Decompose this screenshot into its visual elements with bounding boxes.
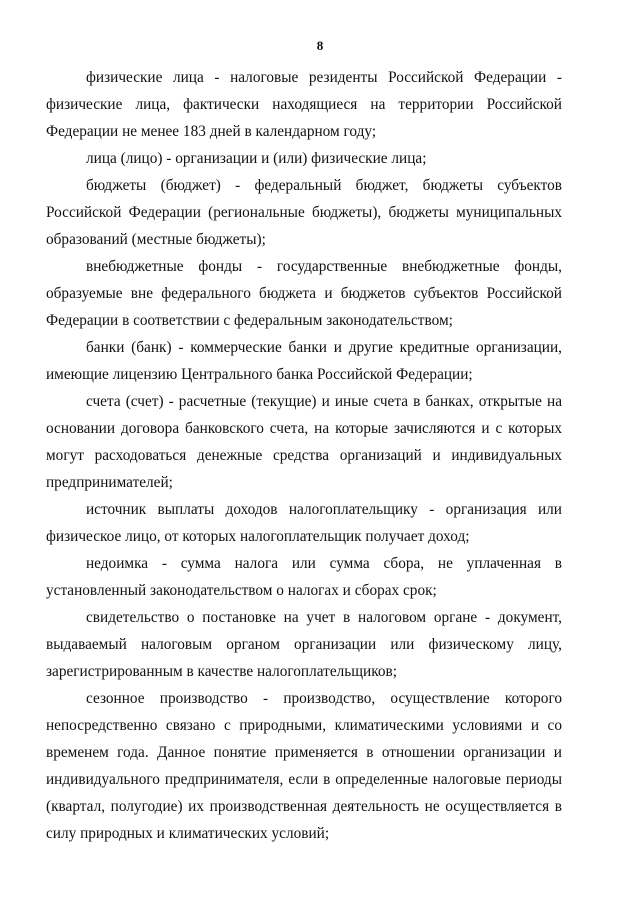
page-number: 8: [316, 38, 324, 53]
definition-paragraph: недоимка - сумма налога или сумма сбора, не уплаченная в установленный законодательством о налогах и сборах срок;: [46, 555, 562, 599]
definition-paragraph: бюджеты (бюджет) - федеральный бюджет, бюджеты субъектов Российской Федерации (региональные бюджеты), бюджеты муниципальных образований (местные бюджеты);: [46, 177, 562, 248]
definition-paragraph: банки (банк) - коммерческие банки и другие кредитные организации, имеющие лицензию Центрального банка Российской Федерации;: [46, 339, 562, 383]
definition-paragraph: физические лица - налоговые резиденты Российской Федерации - физические лица, фактически находящиеся на территории Российской Федерации не менее 183 дней в календарном году;: [46, 69, 562, 140]
definition-paragraph: источник выплаты доходов налогоплательщику - организация или физическое лицо, от которых налогоплательщик получает доход;: [46, 501, 562, 545]
definition-paragraph: лица (лицо) - организации и (или) физические лица;: [86, 150, 427, 167]
definition-paragraph: счета (счет) - расчетные (текущие) и иные счета в банках, открытые на основании договора банковского счета, на которые зачисляются и с которых могут расходоваться денежные средства организаций и индивидуальных предпринимателей;: [46, 393, 562, 491]
definition-paragraph: свидетельство о постановке на учет в налоговом органе - документ, выдаваемый налоговым органом организации или физическому лицу, зарегистрированным в качестве налогоплательщиков;: [46, 609, 562, 680]
definition-paragraph: сезонное производство - производство, осуществление которого непосредственно связано с природными, климатическими условиями и со временем года. Данное понятие применяется в отношении организации и индивидуального предпринимателя, если в определенные налоговые периоды (квартал, полугодие) их производственная деятельность не осуществляется в силу природных и климатических условий;: [46, 690, 562, 842]
definition-paragraph: внебюджетные фонды - государственные внебюджетные фонды, образуемые вне федерального бюджета и бюджетов субъектов Российской Федерации в соответствии с федеральным законодательством;: [46, 258, 562, 329]
document-body: [46, 64, 562, 847]
